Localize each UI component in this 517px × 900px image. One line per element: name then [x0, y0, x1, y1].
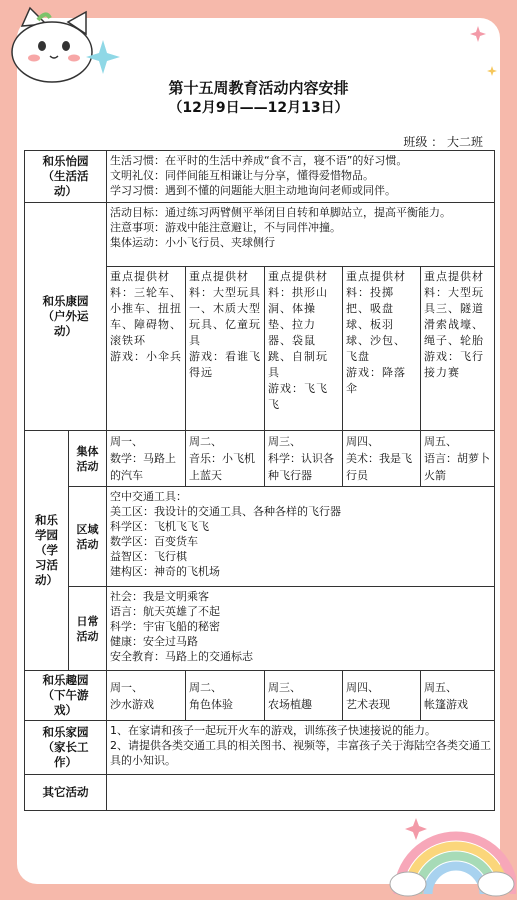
daily-activity-label: 日常 活动 [69, 587, 107, 671]
other-content [107, 775, 495, 811]
area-activity-label: 区域 活动 [69, 487, 107, 587]
sparkle-icon [86, 40, 120, 74]
outdoor-line: 注意事项：游戏中能注意避让，不与同伴冲撞。 [110, 221, 341, 234]
outdoor-goals [107, 203, 495, 267]
afternoon-day-cell: 周五、 帐篷游戏 [421, 671, 495, 721]
life-content [107, 151, 495, 203]
life-row [25, 151, 495, 203]
life-label: 和乐怡园 （生活活 动） [25, 151, 107, 203]
area-line: 数学区：百变货车 [110, 535, 198, 548]
group-day-cell: 周二、 音乐：小飞机上蓝天 [186, 431, 265, 487]
parents-row [25, 721, 495, 775]
afternoon-label: 和乐趣园 （下午游 戏） [25, 671, 107, 721]
area-activity-content [107, 487, 495, 587]
group-day-cell: 周五、 语言：胡萝卜火箭 [421, 431, 495, 487]
parents-label: 和乐家园 （家长工 作） [25, 721, 107, 775]
daily-line: 安全教育：马路上的交通标志 [110, 650, 253, 663]
afternoon-day-cell: 周一、 沙水游戏 [107, 671, 186, 721]
outdoor-label: 和乐康园 （户外运 动） [25, 203, 107, 431]
material-cell: 重点提供材料：投掷把、吸盘球、板羽球、沙包、飞盘 游戏：降落伞 [343, 267, 421, 431]
other-row [25, 775, 495, 811]
daily-activity-row [25, 587, 495, 671]
material-cell: 重点提供材料：三轮车、小推车、扭扭车、障碍物、滚铁环 游戏：小伞兵 [107, 267, 186, 431]
area-line: 空中交通工具： [110, 490, 187, 503]
other-label: 其它活动 [25, 775, 107, 811]
group-activity-label: 集体 活动 [69, 431, 107, 487]
daily-line: 科学：宇宙飞船的秘密 [110, 620, 220, 633]
parents-line: 2、请提供各类交通工具的相关图书、视频等，丰富孩子关于海陆空各类交通工具的小知识。 [110, 739, 491, 767]
afternoon-row [25, 671, 495, 721]
material-cell: 重点提供材料：大型玩具三、隧道滑索战壕、绳子、轮胎 游戏：飞行接力赛 [421, 267, 495, 431]
group-day-cell: 周四、 美术：我是飞行员 [343, 431, 421, 487]
star-icon [487, 66, 497, 76]
parents-line: 1、在家请和孩子一起玩开火车的游戏，训练孩子快速接说的能力。 [110, 724, 436, 737]
rainbow-cloud-icon [388, 808, 516, 898]
page-title: 第十五周教育活动内容安排 [168, 79, 349, 97]
daily-activity-content [107, 587, 495, 671]
schedule-table [24, 150, 495, 811]
area-activity-row [25, 487, 495, 587]
outdoor-line: 集体运动：小小飞行员、夹球侧行 [110, 236, 275, 249]
class-label: 班级 ： 大二班 [403, 135, 483, 149]
area-line: 益智区：飞行棋 [110, 550, 187, 563]
area-line: 科学区：飞机飞飞飞 [110, 520, 209, 533]
daily-line: 社会：我是文明乘客 [110, 590, 209, 603]
material-cell: 重点提供材料：大型玩具一、木质大型玩具、亿童玩具 游戏：看谁飞得远 [186, 267, 265, 431]
outdoor-row [25, 203, 495, 267]
parents-content [107, 721, 495, 775]
star-icon [470, 26, 486, 42]
group-activity-row [25, 431, 495, 487]
daily-line: 语言：航天英雄了不起 [110, 605, 220, 618]
learning-label: 和乐 学园 （学 习活 动） [25, 431, 69, 671]
group-day-cell: 周一、 数学：马路上的汽车 [107, 431, 186, 487]
date-range: （12月9日——12月13日） [168, 100, 349, 116]
life-line: 生活习惯：在平时的生活中养成“食不言，寝不语”的好习惯。 [110, 154, 408, 167]
afternoon-day-cell: 周二、 角色体验 [186, 671, 265, 721]
afternoon-day-cell: 周三、 农场植趣 [265, 671, 343, 721]
life-line: 文明礼仪：同伴间能互相谦让与分享，懂得爱惜物品。 [110, 169, 374, 182]
afternoon-day-cell: 周四、 艺术表现 [343, 671, 421, 721]
group-day-cell: 周三、 科学：认识各种飞行器 [265, 431, 343, 487]
area-line: 建构区：神奇的飞机场 [110, 565, 220, 578]
daily-line: 健康：安全过马路 [110, 635, 198, 648]
area-line: 美工区：我设计的交通工具、各种各样的飞行器 [110, 505, 341, 518]
life-line: 学习习惯：遇到不懂的问题能大胆主动地询问老师或同伴。 [110, 184, 396, 197]
outdoor-line: 活动目标：通过练习两臂侧平举闭目自转和单脚站立，提高平衡能力。 [110, 206, 451, 219]
material-cell: 重点提供材料：拱形山洞、体操垫、拉力器、袋鼠跳、自制玩具 游戏：飞飞飞 [265, 267, 343, 431]
